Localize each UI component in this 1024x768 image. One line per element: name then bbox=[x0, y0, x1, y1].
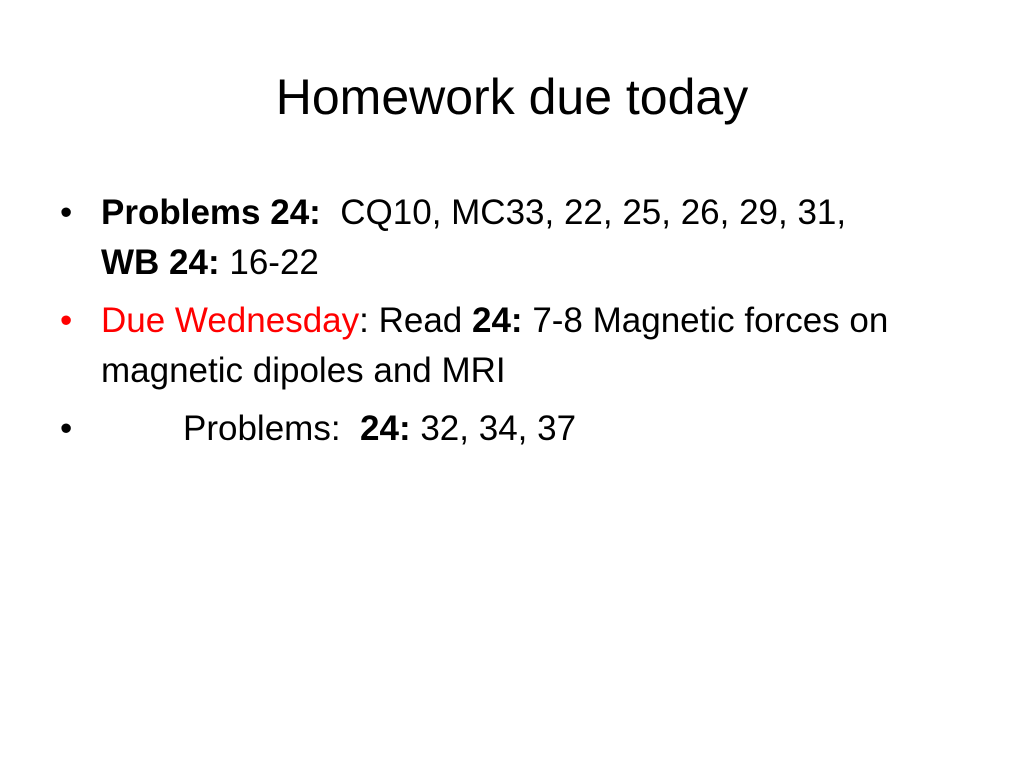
problems-list: CQ10, MC33, 22, 25, 26, 29, 31, bbox=[340, 193, 847, 232]
problems-list: 32, 34, 37 bbox=[420, 409, 577, 448]
read-text: : Read bbox=[359, 301, 463, 340]
problems-label: Problems: bbox=[183, 409, 341, 448]
chapter-label: 24: bbox=[360, 409, 411, 448]
slide-title: Homework due today bbox=[275, 69, 749, 125]
bullet-item-problems bbox=[60, 404, 980, 454]
bullet-item-problems-24 bbox=[60, 188, 980, 288]
bullet-icon: • bbox=[60, 409, 73, 448]
reading-section: 7-8 Magnetic forces on magnetic dipoles and MRI bbox=[101, 301, 889, 390]
workbook-range: 16-22 bbox=[229, 243, 319, 282]
due-wednesday-label: Due Wednesday bbox=[101, 301, 360, 340]
problems-label: Problems 24: bbox=[101, 193, 321, 232]
bullet-item-due-wednesday bbox=[60, 296, 980, 396]
workbook-label: WB 24: bbox=[101, 243, 220, 282]
bullet-icon: • bbox=[60, 193, 73, 232]
bullet-icon: • bbox=[60, 301, 73, 340]
chapter-label: 24: bbox=[471, 301, 523, 340]
bullet-list bbox=[60, 188, 980, 462]
